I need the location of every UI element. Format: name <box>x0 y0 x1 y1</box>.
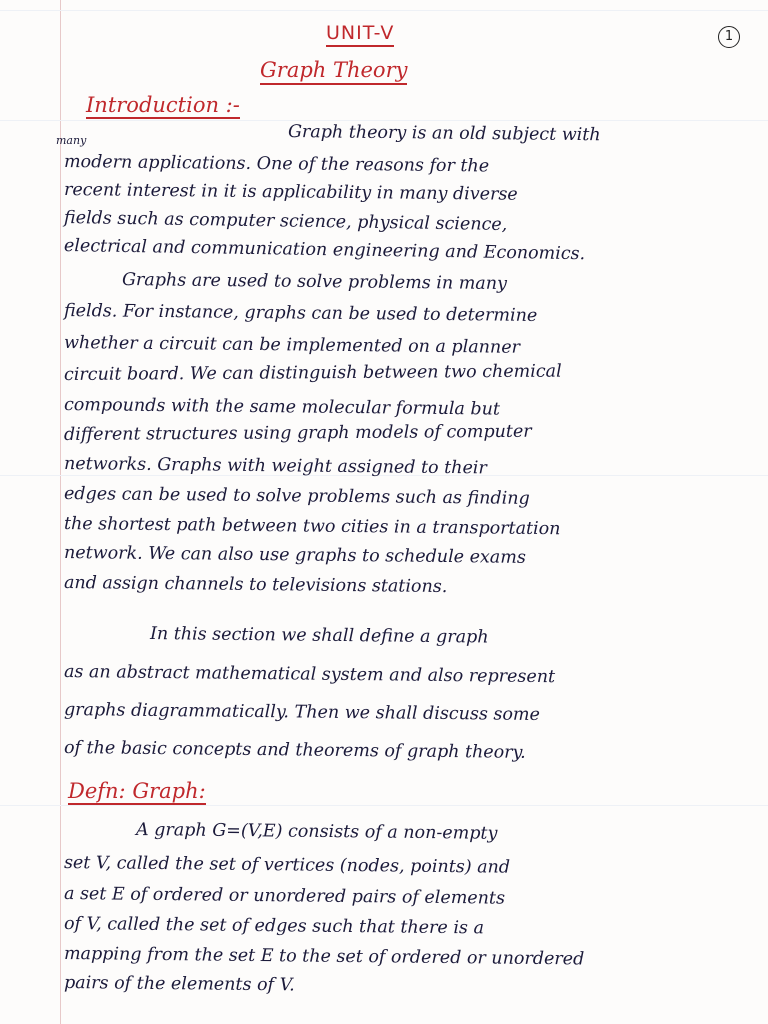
text-line: edges can be used to solve problems such as finding <box>63 484 530 509</box>
text-line: electrical and communication engineering and Economics. <box>63 236 586 265</box>
text-line: fields such as computer science, physical science, <box>63 208 508 235</box>
text-line: modern applications. One of the reasons for the <box>63 152 490 177</box>
definition-heading: Defn: Graph: <box>68 780 206 805</box>
text-line: A graph G=(V,E) consists of a non-empty <box>135 820 498 844</box>
text-line: Graphs are used to solve problems in many <box>121 270 508 295</box>
margin-note: many <box>56 134 87 147</box>
text-line: of the basic concepts and theorems of graph theory. <box>63 738 526 763</box>
text-line: compounds with the same molecular formula but <box>63 395 501 420</box>
margin-line <box>60 0 61 1024</box>
ruled-line <box>0 10 768 11</box>
text-line: different structures using graph models of computer <box>63 421 532 445</box>
text-line: recent interest in it is applicability in many diverse <box>63 180 518 205</box>
text-line: In this section we shall define a graph <box>149 624 489 648</box>
page-number: 1 <box>718 26 740 48</box>
text-line: Graph theory is an old subject with <box>287 122 601 146</box>
ruled-line <box>0 120 768 121</box>
text-line: network. We can also use graphs to schedule exams <box>63 543 526 568</box>
text-line: whether a circuit can be implemented on a planner <box>63 333 521 358</box>
text-line: a set E of ordered or unordered pairs of elements <box>63 884 506 909</box>
text-line: and assign channels to televisions stations. <box>63 573 448 598</box>
text-line: set V, called the set of vertices (nodes, points) and <box>63 853 511 878</box>
text-line: pairs of the elements of V. <box>63 973 295 996</box>
chapter-title: Graph Theory <box>260 58 407 85</box>
text-line: mapping from the set E to the set of ordered or unordered <box>63 944 585 970</box>
unit-title: UNIT-V <box>326 22 394 47</box>
text-line: of V, called the set of edges such that there is a <box>63 914 485 939</box>
text-line: graphs diagrammatically. Then we shall discuss some <box>63 700 541 725</box>
introduction-heading: Introduction :- <box>86 94 240 119</box>
text-line: fields. For instance, graphs can be used to determine <box>63 301 538 326</box>
text-line: networks. Graphs with weight assigned to their <box>63 454 487 479</box>
text-line: circuit board. We can distinguish between two chemical <box>63 361 562 385</box>
text-line: as an abstract mathematical system and also represent <box>63 662 556 688</box>
ruled-line <box>0 805 768 806</box>
text-line: the shortest path between two cities in a transportation <box>63 514 561 540</box>
